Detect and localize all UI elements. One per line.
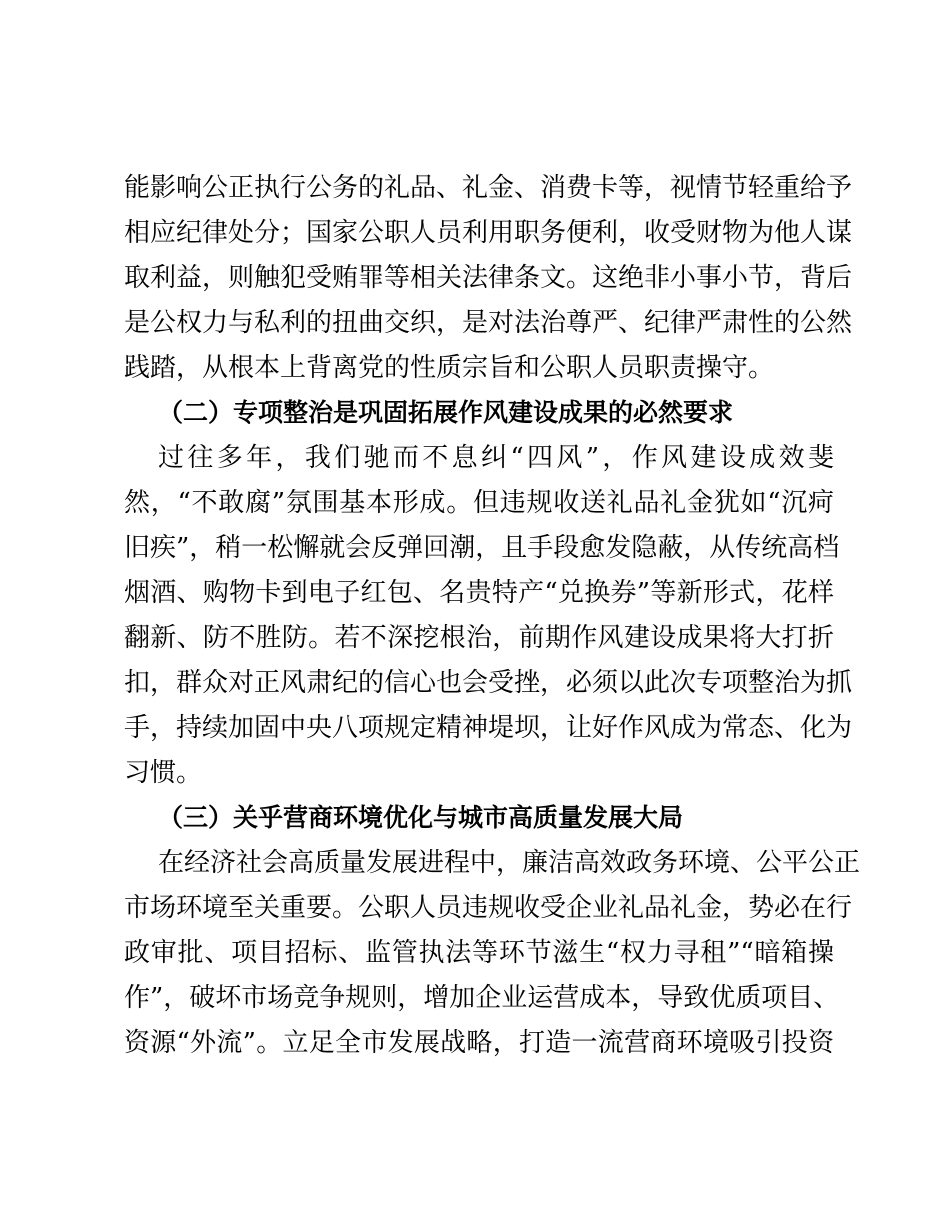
body-text-line: 作”，破坏市场竞争规则，增加企业运营成本，导致优质项目、 <box>124 983 840 1013</box>
body-text-line: 相应纪律处分；国家公职人员利用职务便利，收受财物为他人谋 <box>124 218 853 248</box>
body-text-line: 是公权力与私利的扭曲交织，是对法治尊严、纪律严肃性的公然 <box>124 308 853 338</box>
body-text-line: 市场环境至关重要。公职人员违规收受企业礼品礼金，势必在行 <box>124 893 853 923</box>
body-text-line: 旧疾”，稍一松懈就会反弹回潮，且手段愈发隐蔽，从传统高档 <box>124 533 840 563</box>
body-text-line: 手，持续加固中央八项规定精神堤坝，让好作风成为常态、化为 <box>124 713 853 743</box>
body-text-line: 习惯。 <box>124 758 203 788</box>
body-text-line: 资源“外流”。立足全市发展战略，打造一流营商环境吸引投资 <box>124 1028 834 1058</box>
section-heading: （三）关乎营商环境优化与城市高质量发展大局 <box>158 803 684 832</box>
body-text-line: 翻新、防不胜防。若不深挖根治，前期作风建设成果将大打折 <box>124 623 834 653</box>
body-text-line: 烟酒、购物卡到电子红包、名贵特产“兑换券”等新形式，花样 <box>124 578 834 608</box>
body-text-line: 然，“不敢腐”氛围基本形成。但违规收送礼品礼金犹如“沉疴 <box>124 488 834 518</box>
body-text-line: 扣，群众对正风肃纪的信心也会受挫，必须以此次专项整治为抓 <box>124 668 853 698</box>
section-heading: （二）专项整治是巩固拓展作风建设成果的必然要求 <box>158 398 734 427</box>
body-text-line: 能影响公正执行公务的礼品、礼金、消费卡等，视情节轻重给予 <box>124 173 853 203</box>
body-text-line: 过往多年，我们驰而不息纠“四风”，作风建设成效斐 <box>158 443 834 473</box>
body-text-line: 践踏，从根本上背离党的性质宗旨和公职人员职责操守。 <box>124 353 775 383</box>
body-text-line: 取利益，则触犯受贿罪等相关法律条文。这绝非小事小节，背后 <box>124 263 853 293</box>
body-text-line: 政审批、项目招标、监管执法等环节滋生“权力寻租”“暗箱操 <box>124 938 834 968</box>
body-text-line: 在经济社会高质量发展进程中，廉洁高效政务环境、公平公正 <box>158 848 861 878</box>
